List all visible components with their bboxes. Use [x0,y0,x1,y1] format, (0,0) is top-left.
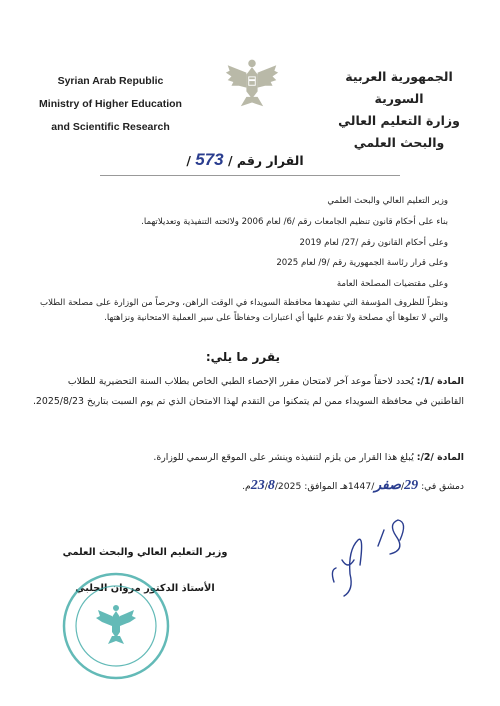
hijri-day: 29 [404,478,419,493]
preamble-line: وعلى مقتضيات المصلحة العامة [336,279,448,290]
hijri-month: صفر [374,478,402,493]
decision-label: القرار رقم [236,153,304,168]
handwritten-signature-icon [250,510,430,600]
preamble-line: وعلى أحكام القانون رقم /27/ لعام 2019 [299,237,448,248]
greg-day: 23 [250,478,265,493]
greg-year: /2025م. [242,481,302,492]
letterhead-ar-line-1: الجمهورية العربية السورية [345,69,453,106]
article-text: يُبلغ هذا القرار من يلزم لتنفيذه وينشر على الموقع الرسمي للوزارة. [153,452,414,463]
article-1 [32,372,464,412]
article-text: يُحدد لاحقاً موعد آخر لامتحان مقرر الإحصاء الطبي الخاص بطلاب السنة التحضيرية للطلاب القاطنين في محافظة السويداء ممن لم يتمكنوا من التقدم لهذا الامتحان الذي تم يوم السبت بتاريخ 2025/8/23. [32,376,464,407]
preamble-line: وعلى قرار رئاسة الجمهورية رقم /9/ لعام 2025 [276,258,448,269]
article-label: المادة /1/: [416,376,464,387]
letterhead-arabic [324,66,474,154]
letterhead-en-line-2: Ministry of Higher Education [39,98,182,110]
letterhead-english [28,70,193,139]
preamble-line: ونظراً للظروف المؤسفة التي تشهدها محافظة السويداء في الوقت الراهن، وحرصاً من الوزارة على مصلحة الطلاب والتي لا تعلوها أي مصلحة ولا تقدم عليها أي اعتبارات وحفاظاً على سير العملية الامتحانية ونزاهتها. [40,297,448,323]
greg-month: 8 [267,478,275,493]
article-2 [32,448,464,468]
preamble [40,194,448,326]
preamble-line: بناء على أحكام قانون تنظيم الجامعات رقم /6/ لعام 2006 ولائحته التنفيذية وتعديلاتهما. [141,216,448,227]
dateline-prefix: دمشق في: [421,481,464,492]
decision-number: 573 [195,150,224,169]
official-stamp-icon [60,570,172,682]
letterhead-ar-line-2: وزارة التعليم العالي [338,113,460,128]
dateline: دمشق في: 29/صفر/1447هـ الموافق: 23/8/2025م. [242,478,464,493]
letterhead-ar-line-3: والبحث العلمي [353,135,445,150]
corresponding-label: الموافق: [304,481,338,492]
minister-name: الأستاذ الدكتور مروان الحلبي [75,583,215,594]
decides-heading: يقرر ما يلي: [205,350,280,364]
hijri-year: /1447هـ [340,481,375,492]
decision-number-line: القرار رقم / 573 / [186,150,304,169]
minister-title: وزير التعليم العالي والبحث العلمي [62,547,228,558]
divider-line [100,175,400,176]
eagle-emblem-icon [224,54,280,110]
preamble-line: وزير التعليم العالي والبحث العلمي [327,196,448,206]
article-label: المادة /2/: [416,452,464,463]
letterhead-en-line-1: Syrian Arab Republic [57,75,164,87]
letterhead-en-line-3: and Scientific Research [51,121,170,133]
